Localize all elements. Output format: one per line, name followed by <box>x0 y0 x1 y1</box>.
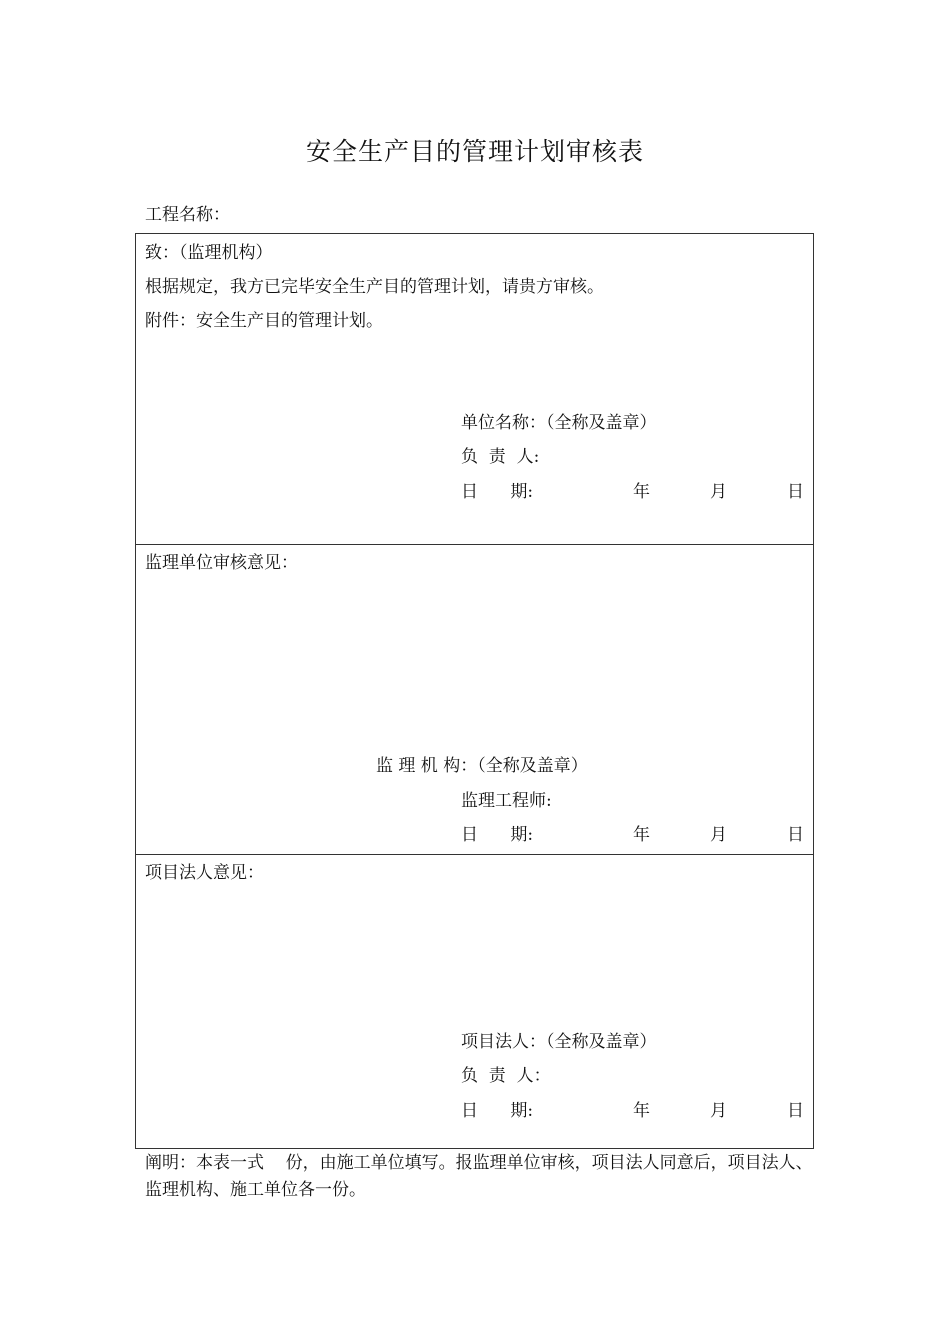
legal-person-section <box>136 854 813 1148</box>
addressee: 致：（监理机构） <box>145 243 273 263</box>
year-label: 年 <box>633 482 650 502</box>
month-label: 月 <box>710 1101 727 1121</box>
day-label: 日 <box>787 482 804 502</box>
page-title: 安全生产目的管理计划审核表 <box>305 137 644 166</box>
supervisor-section <box>136 544 813 854</box>
contractor-section <box>136 234 813 544</box>
unit-name-label: 单位名称：（全称及盖章） <box>461 413 657 433</box>
legal-person-opinion-heading: 项目法人意见： <box>145 863 264 883</box>
attachment-text: 附件：安全生产目的管理计划。 <box>145 311 383 331</box>
month-label: 月 <box>710 482 727 502</box>
month-label: 月 <box>710 825 727 845</box>
date-label: 日 期: <box>461 482 534 502</box>
supervisor-opinion-heading: 监理单位审核意见： <box>145 553 298 573</box>
year-label: 年 <box>633 825 650 845</box>
submission-text: 根据规定，我方已完毕安全生产目的管理计划，请贵方审核。 <box>145 277 604 297</box>
responsible-label: 负 责 人： <box>461 1066 551 1086</box>
footnote: 阐明：本表一式 份，由施工单位填写。报监理单位审核，项目法人同意后，项目法人、监理机构、施工单位各一份。 <box>145 1153 813 1200</box>
date-label: 日 期: <box>461 1101 534 1121</box>
day-label: 日 <box>787 825 804 845</box>
year-label: 年 <box>633 1101 650 1121</box>
legal-person-label: 项目法人：（全称及盖章） <box>461 1032 657 1052</box>
date-label: 日 期: <box>461 825 534 845</box>
day-label: 日 <box>787 1101 804 1121</box>
supervising-engineer-label: 监理工程师: <box>461 791 552 811</box>
responsible-label: 负 责 人: <box>461 447 540 467</box>
supervisor-agency-label: 监 理 机 构：（全称及盖章） <box>376 756 588 776</box>
project-name-label: 工程名称： <box>145 205 230 225</box>
review-table <box>135 233 814 1149</box>
